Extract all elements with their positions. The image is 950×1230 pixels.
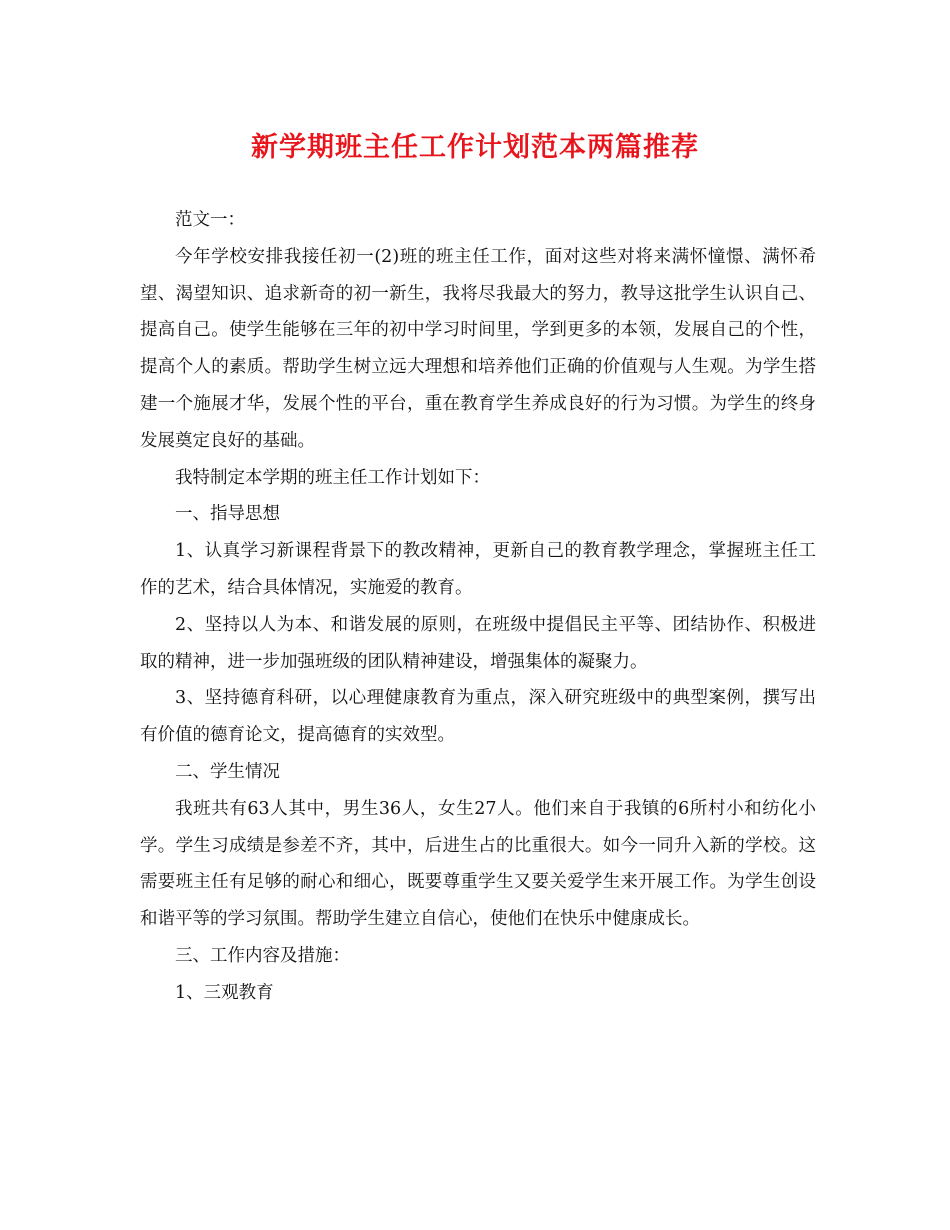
paragraph-intro: 今年学校安排我接任初一(2)班的班主任工作，面对这些对将来满怀憧憬、满怀希望、渴望知识、追求新奇的初一新生，我将尽我最大的努力，教导这批学生认识自己、提高自己。使学生能够在三年的初中学习时间里，学到更多的本领，发展自己的个性，提高个人的素质。帮助学生树立远大理想和培养他们正确的价值观与人生观。为学生搭建一个施展才华，发展个性的平台，重在教育学生养成良好的行为习惯。为学生的终身发展奠定良好的基础。 bbox=[140, 246, 816, 451]
paragraph-student-situation: 我班共有63人其中，男生36人，女生27人。他们来自于我镇的6所村小和纺化小学。学生习成绩是参差不齐，其中，后进生占的比重很大。如今一同升入新的学校。这需要班主任有足够的耐心和细心，既要尊重学生又要关爱学生来开展工作。为学生创设和谐平等的学习氛围。帮助学生建立自信心，使他们在快乐中健康成长。 bbox=[140, 798, 816, 930]
paragraph-sample-heading: 范文一： bbox=[175, 210, 245, 230]
paragraph-item-1: 1、认真学习新课程背景下的教改精神，更新自己的教育教学理念，掌握班主任工作的艺术，结合具体情况，实施爱的教育。 bbox=[140, 541, 816, 598]
paragraph-item-3: 3、坚持德育科研，以心理健康教育为重点，深入研究班级中的典型案例，撰写出有价值的德育论文，提高德育的实效型。 bbox=[140, 688, 816, 746]
paragraph-subitem-1: 1、三观教育 bbox=[175, 982, 274, 1003]
section-heading-student-situation: 二、学生情况 bbox=[175, 761, 280, 782]
section-heading-guiding-ideology: 一、指导思想 bbox=[175, 504, 280, 525]
document-body bbox=[140, 202, 816, 1012]
section-heading-work-content: 三、工作内容及措施： bbox=[175, 945, 350, 966]
document-title: 新学期班主任工作计划范本两篇推荐 bbox=[251, 132, 699, 163]
paragraph-plan-lead: 我特制定本学期的班主任工作计划如下： bbox=[175, 467, 490, 488]
paragraph-item-2: 2、坚持以人为本、和谐发展的原则，在班级中提倡民主平等、团结协作、积极进取的精神，进一步加强班级的团队精神建设，增强集体的凝聚力。 bbox=[140, 614, 816, 672]
